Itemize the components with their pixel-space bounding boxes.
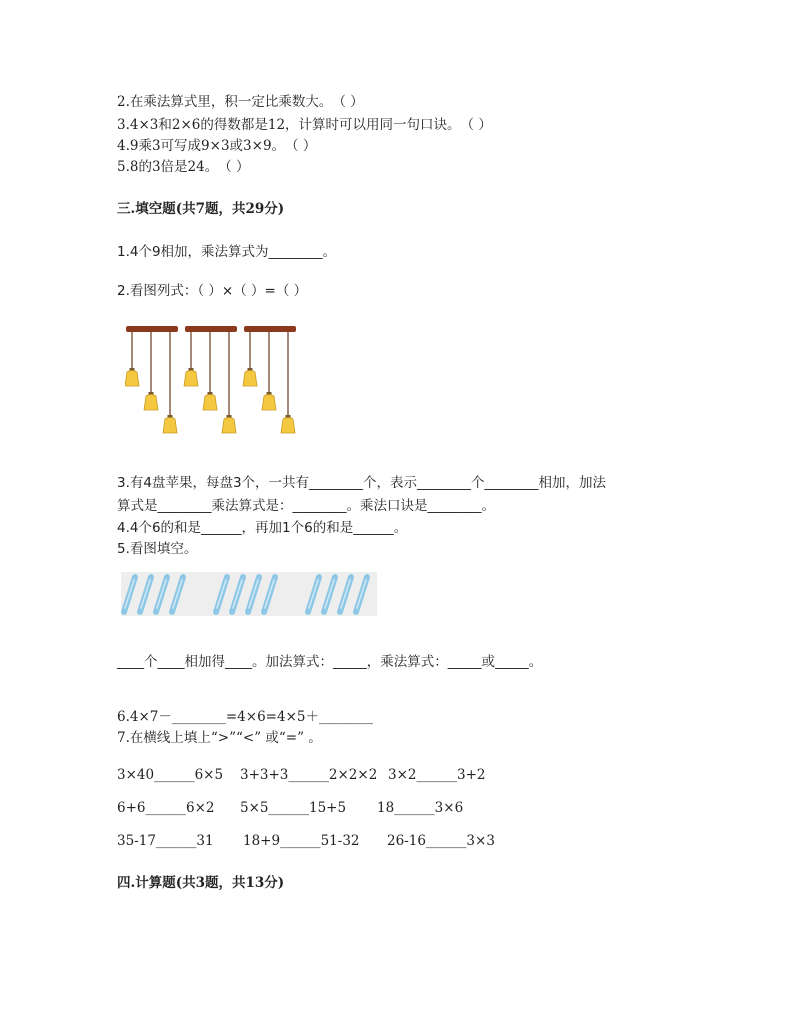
compare-3-2: 18+9______51-32 [243,833,360,849]
fill-q5-blanks: ____个____相加得____。加法算式：_____，乘法算式：_____或_____。 [117,654,543,670]
judge-q2: 2.在乘法算式里，积一定比乘数大。 （ ） [117,94,364,110]
compare-1-2: 3+3+3______2×2×2 [240,767,378,783]
lamp-shade [144,395,158,411]
lamp-bar [185,326,237,332]
compare-2-3: 18______3×6 [377,800,464,816]
judge-q3: 3.4×3和2×6的得数都是12，计算时可以用同一句口诀。 （ ） [117,117,492,133]
lamp-bar [244,326,296,332]
fill-q2: 2.看图列式：（ ）×（ ）=（ ） [117,283,308,299]
fill-q3-line1: 3.有4盘苹果，每盘3个，一共有________个，表示________个________相加，加法 [117,475,607,491]
judge-q5: 5.8的3倍是24。 （ ） [117,159,250,175]
fill-q5: 5.看图填空。 [117,541,198,557]
compare-2-2: 5×5______15+5 [240,800,347,816]
lamp-figure [125,322,305,440]
lamp-shade [125,371,139,387]
lamp-shade [184,371,198,387]
lamp-shade [281,418,295,434]
sticks-figure [121,572,377,616]
lamp-shade [203,395,217,411]
section4-title: 四.计算题(共3题，共13分) [117,875,285,891]
compare-2-1: 6+6______6×2 [117,800,215,816]
compare-1-1: 3×40______6×5 [117,767,224,783]
compare-1-3: 3×2______3+2 [388,767,486,783]
fill-q7: 7.在横线上填上“>”“<” 或“=” 。 [117,730,322,746]
compare-3-3: 26-16______3×3 [387,833,495,849]
fill-q4: 4.4个6的和是______，再加1个6的和是______。 [117,520,408,536]
compare-3-1: 35-17______31 [117,833,214,849]
lamp-shade [243,371,257,387]
lamp-shade [262,395,276,411]
lamp-bar [126,326,178,332]
fill-q1: 1.4个9相加，乘法算式为________。 [117,244,337,260]
judge-q4: 4.9乘3可写成9×3或3×9。 （ ） [117,138,317,154]
fill-q3-line2: 算式是________乘法算式是：________。乘法口诀是________。 [117,498,495,514]
fill-q6: 6.4×7－________=4×6=4×5＋________ [117,709,373,725]
lamp-shade [222,418,236,434]
section3-title: 三.填空题(共7题，共29分) [117,201,285,217]
lamp-shade [163,418,177,434]
